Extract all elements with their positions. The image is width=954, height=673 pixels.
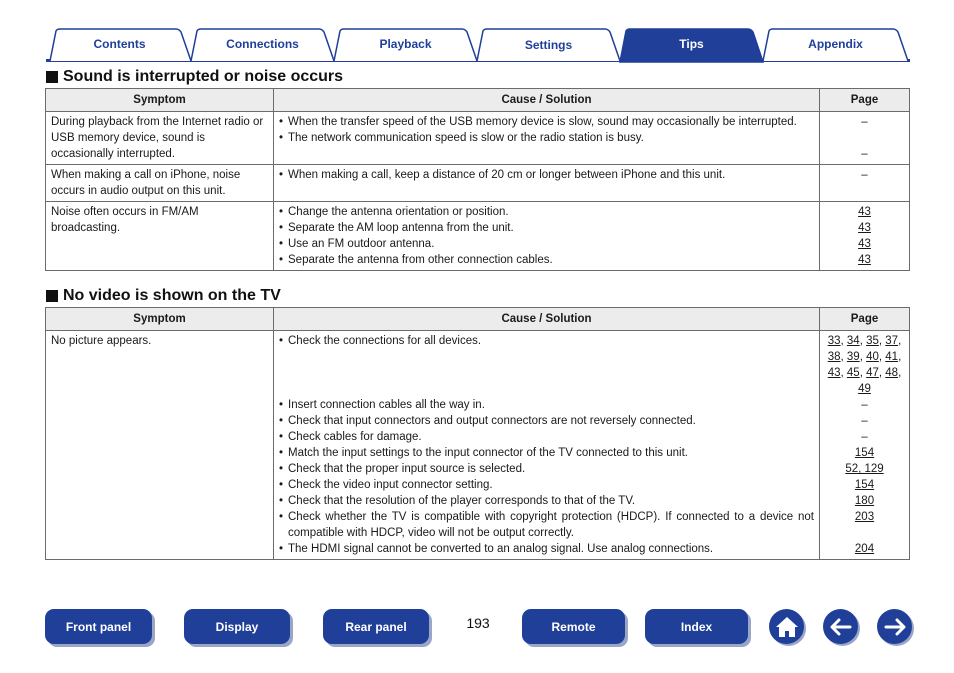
cause-item: • When making a call, keep a distance of 20 cm or longer between iPhone and this unit. bbox=[279, 169, 726, 181]
cause-item: • Change the antenna orientation or position. bbox=[279, 206, 509, 218]
arrow-left-icon bbox=[828, 614, 854, 640]
page-link[interactable]: 35 bbox=[866, 335, 879, 347]
home-icon bbox=[774, 614, 800, 640]
page-link[interactable]: 49 bbox=[858, 383, 871, 395]
remote-button[interactable]: Remote bbox=[522, 609, 625, 644]
front-panel-button[interactable]: Front panel bbox=[45, 609, 152, 644]
page-link[interactable]: 43 bbox=[858, 222, 871, 234]
cause-item: • Match the input settings to the input connector of the TV connected to this unit. bbox=[279, 447, 688, 459]
page-link[interactable]: 48 bbox=[885, 367, 899, 379]
cause-item: • Insert connection cables all the way in. bbox=[279, 399, 485, 411]
page-link[interactable]: 39 bbox=[846, 351, 860, 363]
cause-item: • Check the connections for all devices. bbox=[279, 335, 482, 347]
table-row bbox=[46, 112, 910, 165]
header-page: Page bbox=[820, 89, 910, 112]
table-row bbox=[46, 165, 910, 202]
section-heading-sound: Sound is interrupted or noise occurs bbox=[46, 68, 343, 86]
cause-item: • When the transfer speed of the USB memory device is slow, sound may occasionally be interrupted. bbox=[279, 116, 797, 128]
square-bullet-icon bbox=[46, 290, 58, 302]
page-cell: – – bbox=[820, 112, 910, 165]
page-link[interactable]: 43 bbox=[858, 254, 871, 266]
page-link[interactable]: 203 bbox=[854, 511, 875, 523]
rear-panel-button[interactable]: Rear panel bbox=[323, 609, 429, 644]
page-cell: 33, 34, 35, 37, 38, 39, 40, 41, 43, 45, 47, 48, 49 – – – 154 52, 129 154 180 203 204 bbox=[820, 331, 910, 560]
page-link[interactable]: 34 bbox=[846, 335, 860, 347]
header-page: Page bbox=[820, 308, 910, 331]
cause-cell bbox=[274, 165, 820, 202]
cause-item: • Check cables for damage. bbox=[279, 431, 422, 443]
page-link[interactable]: 40 bbox=[866, 351, 879, 363]
page-cell bbox=[820, 202, 910, 271]
header-cause: Cause / Solution bbox=[274, 308, 820, 331]
page-link[interactable]: 47 bbox=[866, 367, 879, 379]
table-row bbox=[46, 202, 910, 271]
page-link[interactable]: 204 bbox=[854, 543, 875, 555]
table-row bbox=[46, 331, 910, 560]
symptom-cell: Noise often occurs in FM/AM broadcasting. bbox=[46, 202, 274, 271]
cause-item: • The network communication speed is slow or the radio station is busy. bbox=[279, 132, 644, 144]
page-link[interactable]: 33 bbox=[827, 335, 841, 347]
section-heading-video: No video is shown on the TV bbox=[46, 287, 281, 305]
page-link-group: 33, 34, 35, 37, 38, 39, 40, 41, 43, 45, 47, 48, 49 bbox=[827, 335, 902, 395]
cause-item: • Check the video input connector setting. bbox=[279, 479, 493, 491]
cause-item: • Separate the antenna from other connection cables. bbox=[279, 254, 553, 266]
arrow-right-icon bbox=[882, 614, 908, 640]
sound-troubleshooting-table bbox=[45, 88, 910, 271]
page-link[interactable]: 43 bbox=[858, 238, 871, 250]
header-symptom: Symptom bbox=[46, 89, 274, 112]
cause-item: • Check that the proper input source is selected. bbox=[279, 463, 526, 475]
symptom-cell: During playback from the Internet radio or USB memory device, sound is occasionally interrupted. bbox=[46, 112, 274, 165]
page-link[interactable]: 154 bbox=[854, 479, 875, 491]
tab-bar bbox=[46, 26, 910, 62]
back-button[interactable] bbox=[823, 609, 858, 644]
table-header-row bbox=[46, 308, 910, 331]
page-link[interactable]: 154 bbox=[854, 447, 875, 459]
table-header-row bbox=[46, 89, 910, 112]
header-symptom: Symptom bbox=[46, 308, 274, 331]
page-link[interactable]: 41 bbox=[885, 351, 899, 363]
tab-contents[interactable]: Contents bbox=[48, 28, 191, 61]
home-button[interactable] bbox=[769, 609, 804, 644]
video-troubleshooting-table bbox=[45, 307, 910, 560]
header-cause: Cause / Solution bbox=[274, 89, 820, 112]
page-cell: – bbox=[820, 165, 910, 202]
page-link[interactable]: 37 bbox=[885, 335, 899, 347]
tab-tips[interactable]: Tips bbox=[620, 28, 763, 61]
tab-settings[interactable]: Settings bbox=[477, 28, 620, 61]
page-link[interactable]: 45 bbox=[846, 367, 860, 379]
symptom-cell: When making a call on iPhone, noise occurs in audio output on this unit. bbox=[46, 165, 274, 202]
cause-item: • Use an FM outdoor antenna. bbox=[279, 238, 435, 250]
index-button[interactable]: Index bbox=[645, 609, 748, 644]
square-bullet-icon bbox=[46, 71, 58, 83]
cause-cell bbox=[274, 202, 820, 271]
cause-item: • Check whether the TV is compatible with copyright protection (HDCP). If connected to a device not compatible with HDCP, video will not be output correctly. bbox=[279, 511, 814, 539]
page-link[interactable]: 43 bbox=[827, 367, 841, 379]
tab-appendix[interactable]: Appendix bbox=[763, 28, 908, 61]
tab-playback[interactable]: Playback bbox=[334, 28, 477, 61]
symptom-cell: No picture appears. bbox=[46, 331, 274, 560]
page-number: 193 bbox=[466, 615, 490, 631]
cause-item: • Separate the AM loop antenna from the unit. bbox=[279, 222, 514, 234]
tab-connections[interactable]: Connections bbox=[191, 28, 334, 61]
page-link[interactable]: 180 bbox=[854, 495, 875, 507]
cause-cell bbox=[274, 112, 820, 165]
cause-cell bbox=[274, 331, 820, 560]
cause-item: • The HDMI signal cannot be converted to an analog signal. Use analog connections. bbox=[279, 543, 714, 555]
cause-item: • Check that the resolution of the player corresponds to that of the TV. bbox=[279, 495, 636, 507]
page-link[interactable]: 52, 129 bbox=[845, 463, 884, 475]
cause-item: • Check that input connectors and output connectors are not reversely connected. bbox=[279, 415, 696, 427]
display-button[interactable]: Display bbox=[184, 609, 290, 644]
forward-button[interactable] bbox=[877, 609, 912, 644]
page-link[interactable]: 38 bbox=[827, 351, 841, 363]
page-link[interactable]: 43 bbox=[858, 206, 871, 218]
